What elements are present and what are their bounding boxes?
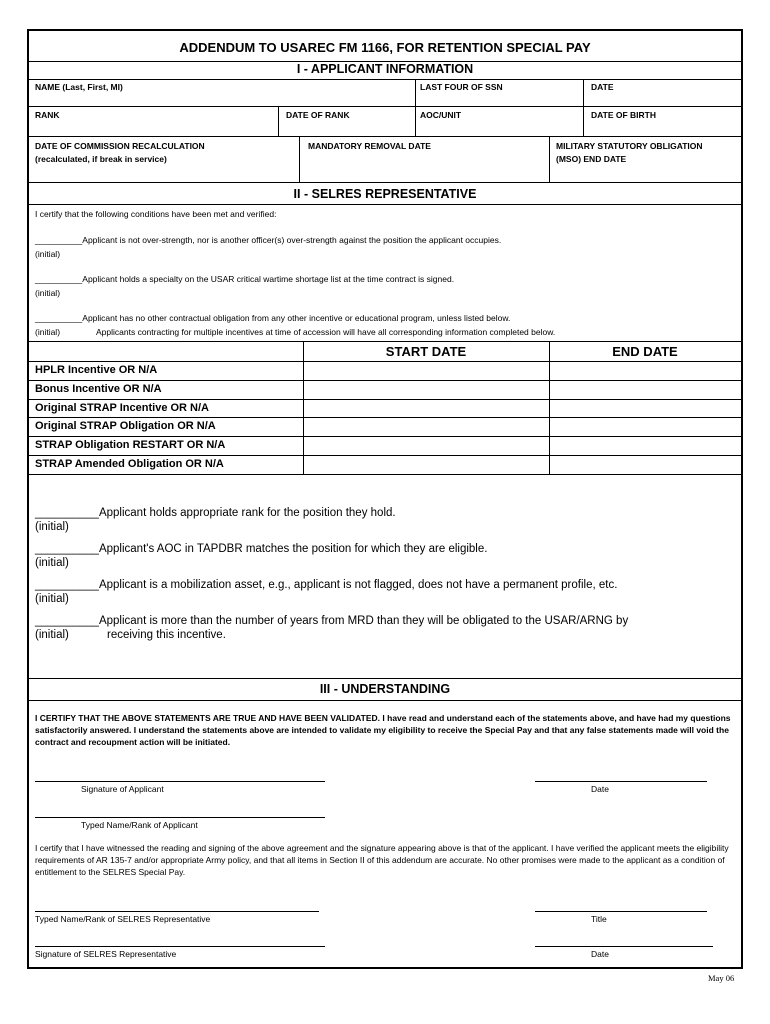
date-label: DATE [591, 82, 614, 92]
incentive-start-field[interactable] [307, 457, 545, 473]
incentive-label: Original STRAP Obligation OR N/A [35, 420, 216, 432]
commission-field[interactable] [33, 166, 295, 180]
commission-label: DATE OF COMMISSION RECALCULATION [35, 141, 205, 151]
applicant-date-line[interactable] [535, 781, 707, 782]
date-of-rank-label: DATE OF RANK [286, 110, 350, 120]
condition-6-text: __________Applicant is a mobilization asset, e.g., applicant is not flagged, does not have a permanent profile, etc. [35, 579, 618, 591]
applicant-signature-label: Signature of Applicant [81, 784, 164, 794]
incentive-label: STRAP Amended Obligation OR N/A [35, 458, 224, 470]
removal-label: MANDATORY REMOVAL DATE [308, 141, 431, 151]
condition-2-text: __________Applicant holds a specialty on the USAR critical wartime shortage list at the time contract is signed. [35, 274, 455, 284]
condition-1-initial: (initial) [35, 249, 61, 259]
applicant-signature-line[interactable] [35, 781, 325, 782]
incentive-end-field[interactable] [553, 382, 737, 398]
witness-statement: I certify that I have witnessed the reading and signing of the above agreement and the signature appearing above is that of the applicant. I have verified the applicant meets the eligibility requirements of AR 135-7 and/or appropriate Army policy, and that all items in Section II of this addendum are accurate. No other promises were made to the applicant as a condition of entitlement to the SELRES Special Pay. [35, 843, 729, 877]
condition-7-initial: (initial) [35, 629, 69, 641]
ssn-field[interactable] [419, 93, 579, 105]
rep-typed-name-line[interactable] [35, 911, 319, 912]
incentive-label: Bonus Incentive OR N/A [35, 383, 162, 395]
rep-date-label: Date [591, 949, 609, 959]
removal-field[interactable] [303, 166, 545, 180]
rank-label: RANK [35, 110, 60, 120]
condition-5-initial: (initial) [35, 557, 69, 569]
section1-header: I - APPLICANT INFORMATION [296, 62, 474, 76]
rep-signature-label: Signature of SELRES Representative [35, 949, 177, 959]
incentive-start-field[interactable] [307, 438, 545, 454]
incentive-label: STRAP Obligation RESTART OR N/A [35, 439, 226, 451]
condition-1-text: __________Applicant is not over-strength, nor is another officer(s) over-strength against the position the applicant occupies. [35, 235, 502, 245]
ssn-label: LAST FOUR OF SSN [420, 82, 503, 92]
condition-7-continuation: receiving this incentive. [107, 629, 226, 641]
condition-3-initial: (initial) [35, 327, 61, 337]
certify-intro: I certify that the following conditions have been met and verified: [35, 209, 277, 219]
incentive-label: HPLR Incentive OR N/A [35, 364, 158, 376]
incentive-end-field[interactable] [553, 438, 737, 454]
incentive-end-field[interactable] [553, 401, 737, 417]
rep-title-line[interactable] [535, 911, 707, 912]
certification-statement: I CERTIFY THAT THE ABOVE STATEMENTS ARE TRUE AND HAVE BEEN VALIDATED. I have read and understand each of the statements above, and have had my questions satisfactorily answered. I understand the statements above are intended to validate my eligibility to receive the Special Pay and that any false statements made will void the contract and recoupment action will be initiated. [35, 713, 731, 747]
start-date-header: START DATE [385, 344, 467, 359]
incentive-end-field[interactable] [553, 363, 737, 379]
rep-date-line[interactable] [535, 946, 713, 947]
mso-sublabel: (MSO) END DATE [556, 154, 627, 164]
condition-5-text: __________Applicant's AOC in TAPDBR matches the position for which they are eligible. [35, 543, 488, 555]
name-label: NAME (Last, First, MI) [35, 82, 123, 92]
incentive-label: Original STRAP Incentive OR N/A [35, 402, 209, 414]
condition-4-initial: (initial) [35, 521, 69, 533]
aoc-field[interactable] [419, 121, 579, 134]
applicant-typed-name-label: Typed Name/Rank of Applicant [81, 820, 198, 830]
addendum-form [27, 29, 743, 969]
rank-field[interactable] [33, 121, 273, 134]
date-of-rank-field[interactable] [282, 121, 412, 134]
section2-header: II - SELRES REPRESENTATIVE [293, 187, 477, 201]
condition-2-initial: (initial) [35, 288, 61, 298]
section3-header: III - UNDERSTANDING [319, 682, 451, 696]
condition-4-text: __________Applicant holds appropriate rank for the position they hold. [35, 507, 396, 519]
incentive-start-field[interactable] [307, 382, 545, 398]
mso-label: MILITARY STATUTORY OBLIGATION [556, 141, 703, 151]
form-version: May 06 [708, 973, 735, 983]
date-field[interactable] [587, 93, 737, 105]
condition-6-initial: (initial) [35, 593, 69, 605]
incentive-end-field[interactable] [553, 457, 737, 473]
incentive-end-field[interactable] [553, 419, 737, 435]
incentive-start-field[interactable] [307, 363, 545, 379]
dob-label: DATE OF BIRTH [591, 110, 657, 120]
rep-signature-line[interactable] [35, 946, 325, 947]
mso-field[interactable] [553, 166, 737, 180]
name-field[interactable] [33, 93, 411, 105]
condition-7-text: __________Applicant is more than the number of years from MRD than they will be obligated to the USAR/ARNG by [35, 615, 629, 627]
condition-3-note: Applicants contracting for multiple incentives at time of accession will have all corresponding information completed below. [96, 327, 556, 337]
incentive-start-field[interactable] [307, 401, 545, 417]
rep-title-label: Title [591, 914, 607, 924]
rep-typed-name-label: Typed Name/Rank of SELRES Representative [35, 914, 211, 924]
incentive-start-field[interactable] [307, 419, 545, 435]
dob-field[interactable] [587, 121, 737, 134]
condition-3-text: __________Applicant has no other contractual obligation from any other incentive or educational program, unless listed below. [35, 313, 511, 323]
applicant-date-label: Date [591, 784, 609, 794]
applicant-typed-name-line[interactable] [35, 817, 325, 818]
aoc-label: AOC/UNIT [420, 110, 462, 120]
commission-sublabel: (recalculated, if break in service) [35, 154, 167, 164]
end-date-header: END DATE [612, 344, 678, 359]
form-title: ADDENDUM TO USAREC FM 1166, FOR RETENTION SPECIAL PAY [179, 40, 591, 55]
